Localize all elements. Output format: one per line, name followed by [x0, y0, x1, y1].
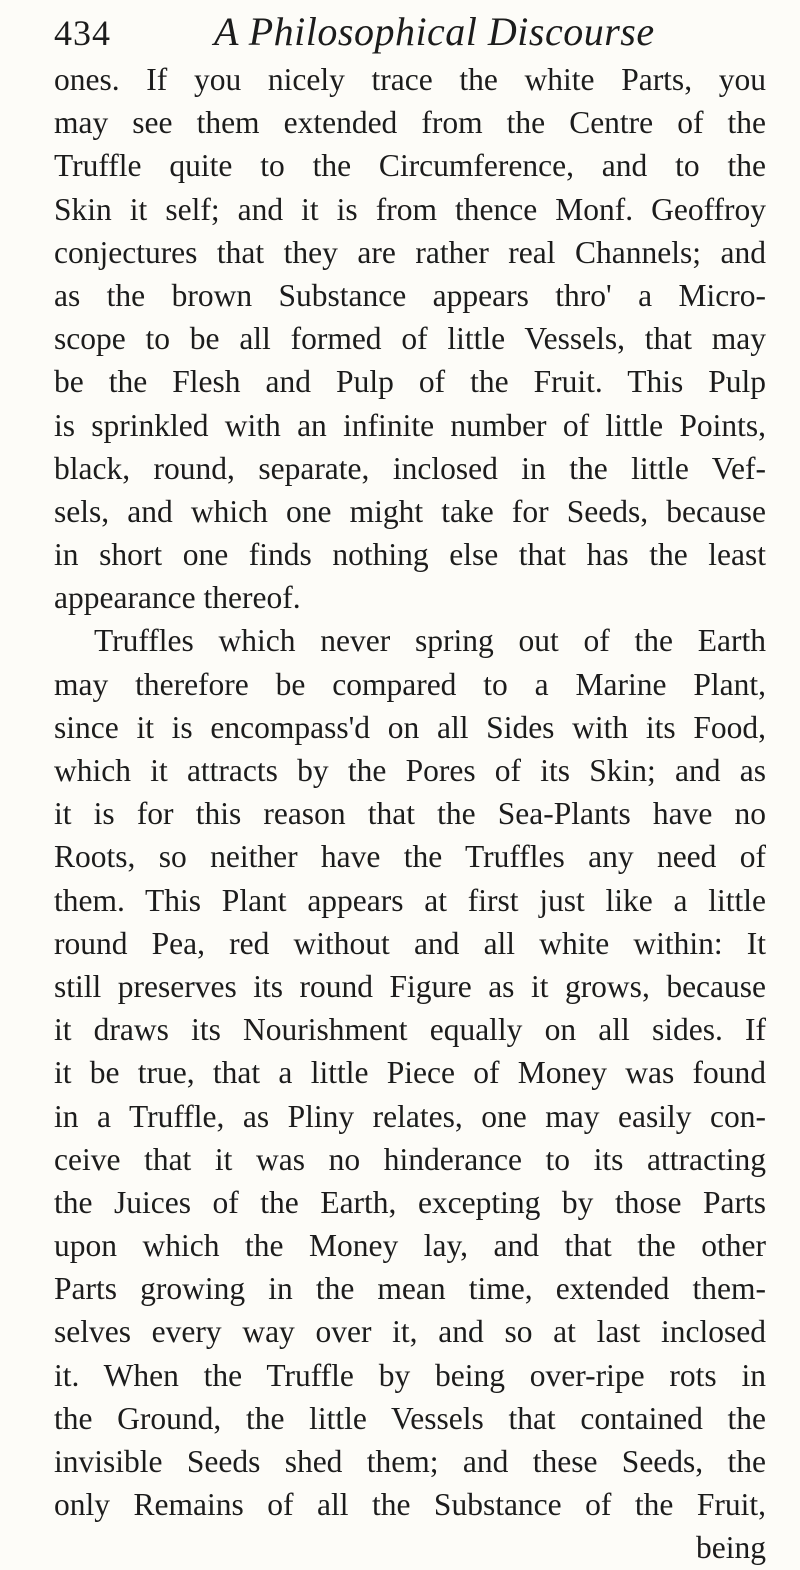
text-line: ones. If you nicely trace the white Parts, you [54, 62, 766, 97]
text-line: still preserves its round Figure as it grows, because [54, 968, 766, 1004]
text-line: ceive that it was no hinderance to its attracting [54, 1141, 766, 1177]
text-line: them. This Plant appears at first just like a little [54, 882, 766, 918]
page-header [54, 8, 774, 58]
page-number: 434 [54, 13, 111, 53]
text-line: conjectures that they are rather real Channels; and [54, 234, 766, 270]
text-line: only Remains of all the Substance of the Fruit, [54, 1487, 766, 1523]
text-line: appearance thereof. [54, 580, 301, 616]
body-text [54, 58, 766, 1570]
text-line: is sprinkled with an infinite number of little Points, [54, 407, 766, 443]
text-line: it. When the Truffle by being over-ripe rots in [54, 1357, 766, 1393]
text-line: which it attracts by the Pores of its Skin; and as [54, 753, 766, 788]
text-line: scope to be all formed of little Vessels, that may [54, 321, 766, 357]
text-line: be the Flesh and Pulp of the Fruit. This Pulp [54, 364, 766, 400]
text-line: since it is encompass'd on all Sides with its Food, [54, 709, 766, 745]
text-line: Roots, so neither have the Truffles any need of [54, 839, 766, 875]
running-title: A Philosophical Discourse [214, 9, 655, 54]
text-line: black, round, separate, inclosed in the little Vef- [54, 450, 766, 486]
text-line: selves every way over it, and so at last inclosed [54, 1314, 766, 1350]
text-line: the Ground, the little Vessels that contained the [54, 1400, 766, 1436]
text-line: Truffles which never spring out of the Earth [94, 623, 766, 659]
text-line: invisible Seeds shed them; and these Seeds, the [54, 1444, 766, 1479]
text-line: may therefore be compared to a Marine Plant, [54, 666, 766, 702]
text-line: round Pea, red without and all white within: It [54, 925, 766, 961]
catchword: being [696, 1530, 766, 1566]
text-line: in short one finds nothing else that has the least [54, 537, 766, 573]
text-line: it is for this reason that the Sea-Plants have no [54, 796, 766, 832]
text-line: sels, and which one might take for Seeds, because [54, 493, 766, 529]
text-line: may see them extended from the Centre of the [54, 105, 766, 141]
text-line: Skin it self; and it is from thence Monf. Geoffroy [54, 191, 766, 227]
text-line: in a Truffle, as Pliny relates, one may easily con- [54, 1098, 766, 1134]
text-line: upon which the Money lay, and that the other [54, 1228, 766, 1264]
text-line: as the brown Substance appears thro' a Micro- [54, 277, 766, 313]
text-line: Parts growing in the mean time, extended them- [54, 1271, 766, 1307]
text-line: Truffle quite to the Circumference, and to the [54, 148, 766, 184]
text-line: it be true, that a little Piece of Money was found [54, 1055, 766, 1091]
text-line: it draws its Nourishment equally on all sides. If [54, 1012, 766, 1048]
text-line: the Juices of the Earth, excepting by those Parts [54, 1184, 766, 1220]
